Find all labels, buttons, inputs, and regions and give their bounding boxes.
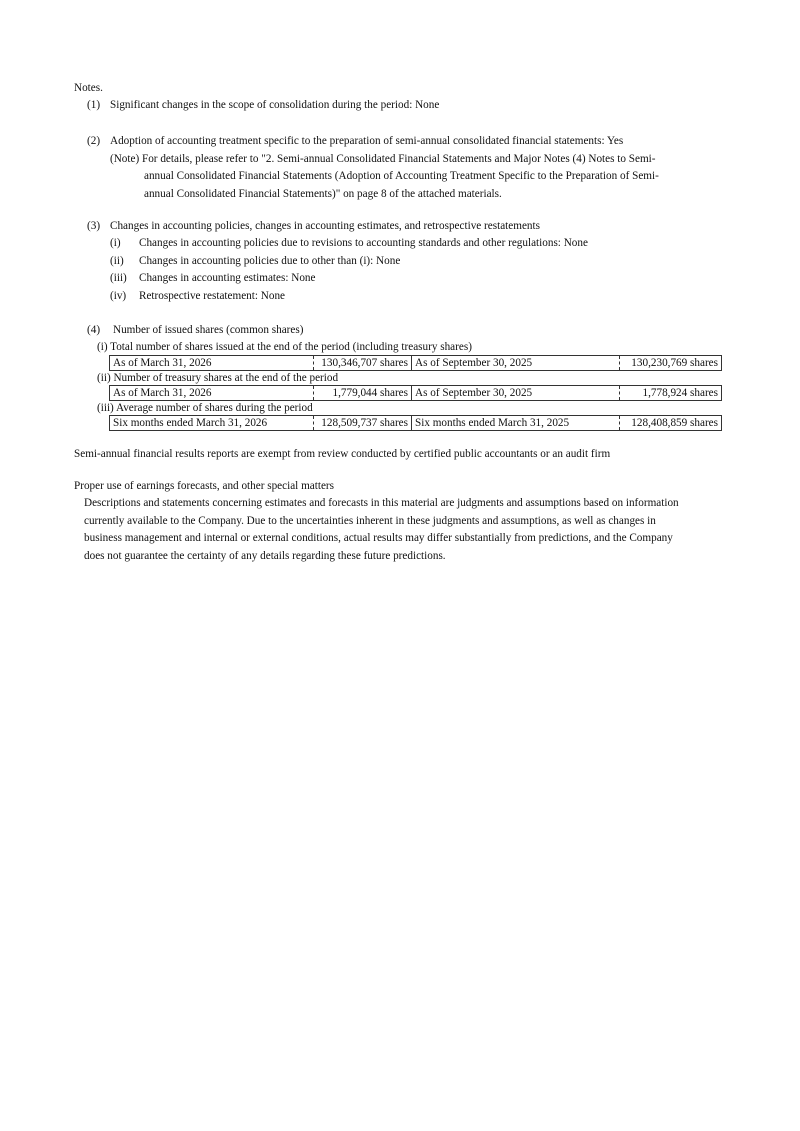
forecast-text-line: currently available to the Company. Due to the uncertainties inherent in these judgments and assumptions, as well as changes in [84, 515, 656, 527]
note-1-text: Significant changes in the scope of consolidation during the period: None [110, 99, 440, 111]
period-label: As of March 31, 2026 [110, 386, 314, 401]
shares-table [109, 355, 722, 371]
note-3-item-number: (ii) [110, 255, 124, 267]
note-4-number: (4) [87, 324, 101, 336]
forecast-text-line: Descriptions and statements concerning estimates and forecasts in this material are judgments and assumptions based on information [84, 497, 679, 509]
note-2-detail-line-1: (Note) For details, please refer to "2. Semi-annual Consolidated Financial Statements and Major Notes (4) Notes to Semi- [110, 153, 656, 165]
table-row [110, 416, 722, 431]
note-3-item-number: (iv) [110, 290, 127, 302]
forecast-text-line: business management and internal or external conditions, actual results may differ substantially from predictions, and the Company [84, 532, 673, 544]
share-count: 1,778,924 shares [620, 386, 722, 401]
review-statement: Semi-annual financial results reports are exempt from review conducted by certified public accountants or an audit firm [74, 448, 611, 460]
note-2-detail-line-2: annual Consolidated Financial Statements (Adoption of Accounting Treatment Specific to the Preparation of Semi- [144, 170, 659, 182]
share-count: 128,408,859 shares [620, 416, 722, 431]
period-label: As of September 30, 2025 [412, 356, 620, 371]
note-3-item-number: (iii) [110, 272, 127, 284]
share-count: 128,509,737 shares [314, 416, 412, 431]
note-4-text: Number of issued shares (common shares) [113, 324, 304, 336]
note-2-text: Adoption of accounting treatment specific to the preparation of semi-annual consolidated financial statements: Yes [110, 135, 624, 147]
forecast-heading: Proper use of earnings forecasts, and other special matters [74, 480, 335, 492]
period-label: As of September 30, 2025 [412, 386, 620, 401]
note-2-detail-line-3: annual Consolidated Financial Statements)" on page 8 of the attached materials. [144, 188, 502, 200]
note-3-number: (3) [87, 220, 101, 232]
note-3-item-number: (i) [110, 237, 121, 249]
note-3-item-text: Retrospective restatement: None [139, 290, 286, 302]
table-row [110, 356, 722, 371]
share-count: 130,230,769 shares [620, 356, 722, 371]
period-label: Six months ended March 31, 2025 [412, 416, 620, 431]
period-label: As of March 31, 2026 [110, 356, 314, 371]
share-count: 130,346,707 shares [314, 356, 412, 371]
note-3-item-text: Changes in accounting policies due to other than (i): None [139, 255, 401, 267]
note-3-item-text: Changes in accounting policies due to revisions to accounting standards and other regulations: None [139, 237, 588, 249]
period-label: Six months ended March 31, 2026 [110, 416, 314, 431]
shares-group-title: (iii) Average number of shares during the period [97, 402, 313, 414]
note-1-number: (1) [87, 99, 101, 111]
notes-heading: Notes. [74, 82, 103, 94]
shares-table [109, 385, 722, 401]
share-count: 1,779,044 shares [314, 386, 412, 401]
table-row [110, 386, 722, 401]
note-3-text: Changes in accounting policies, changes in accounting estimates, and retrospective restatements [110, 220, 540, 232]
shares-group-title: (i) Total number of shares issued at the end of the period (including treasury shares) [97, 341, 472, 353]
forecast-text-line: does not guarantee the certainty of any details regarding these future predictions. [84, 550, 446, 562]
shares-table [109, 415, 722, 431]
shares-group-title: (ii) Number of treasury shares at the end of the period [97, 372, 339, 384]
note-2-number: (2) [87, 135, 101, 147]
note-3-item-text: Changes in accounting estimates: None [139, 272, 316, 284]
